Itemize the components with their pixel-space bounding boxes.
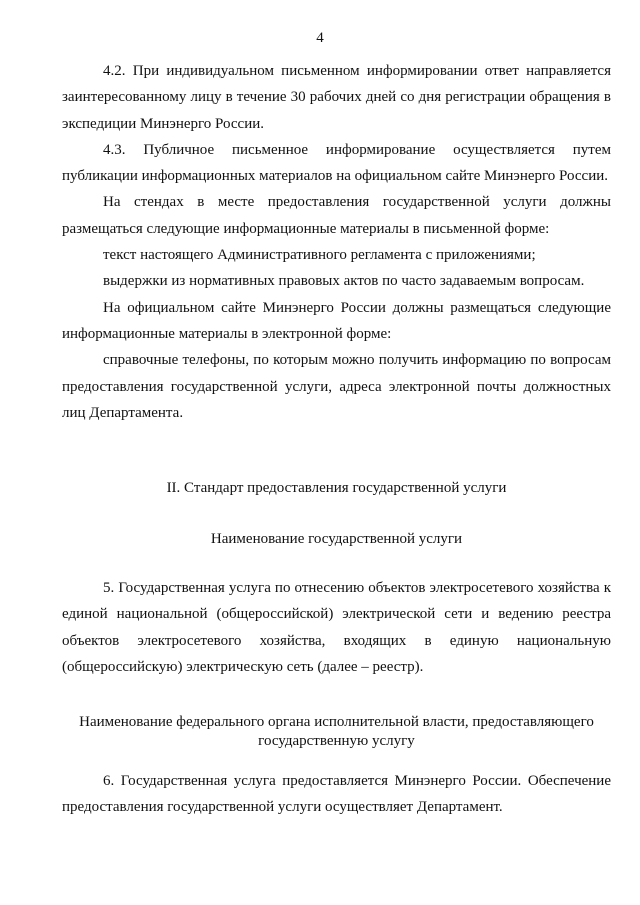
website-paragraph: На официальном сайте Минэнерго России должны размещаться следующие информационные материалы в электронной форме: [62, 299, 611, 342]
paragraph-5: 5. Государственная услуга по отнесению объектов электросетевого хозяйства к единой национальной (общероссийской) электрической сети и ведению реестра объектов электросетевого хозяйства, входящих в единую национальную (общероссийскую) электрическую сеть (далее – реестр). [62, 580, 611, 675]
stands-item-legal-extracts: выдержки из нормативных правовых актов по часто задаваемым вопросам. [103, 273, 585, 290]
subheading-service-name: Наименование государственной услуги [210, 531, 463, 547]
informing-section [62, 58, 611, 426]
website-item-contacts: справочные телефоны, по которым можно получить информацию по вопросам предоставления государственной услуги, адреса электронной почты должностных лиц Департамента. [62, 352, 611, 421]
subheading-authority-line-2: государственную услугу [258, 733, 415, 749]
page-number: 4 [316, 30, 324, 46]
paragraph-4-3: 4.3. Публичное письменное информирование осуществляется путем публикации информационных материалов на официальном сайте Минэнерго России. [62, 141, 611, 185]
paragraph-5-block [62, 575, 611, 680]
stands-item-reglament-text: текст настоящего Административного регламента с приложениями; [103, 247, 536, 264]
paragraph-6: 6. Государственная услуга предоставляется Минэнерго России. Обеспечение предоставления государственной услуги осуществляет Департамент. [62, 773, 611, 816]
section-heading: II. Стандарт предоставления государственной услуги [166, 480, 507, 496]
subheading-authority [62, 713, 611, 751]
paragraph-4-2: 4.2. При индивидуальном письменном информировании ответ направляется заинтересованному лицу в течение 30 рабочих дней со дня регистрации обращения в экспедиции Минэнерго России. [62, 63, 611, 132]
stands-paragraph: На стендах в месте предоставления государственной услуги должны размещаться следующие информационные материалы в письменной форме: [62, 194, 611, 237]
paragraph-6-block [62, 768, 611, 821]
subheading-authority-line-1: Наименование федерального органа исполнительной власти, предоставляющего [79, 714, 594, 730]
